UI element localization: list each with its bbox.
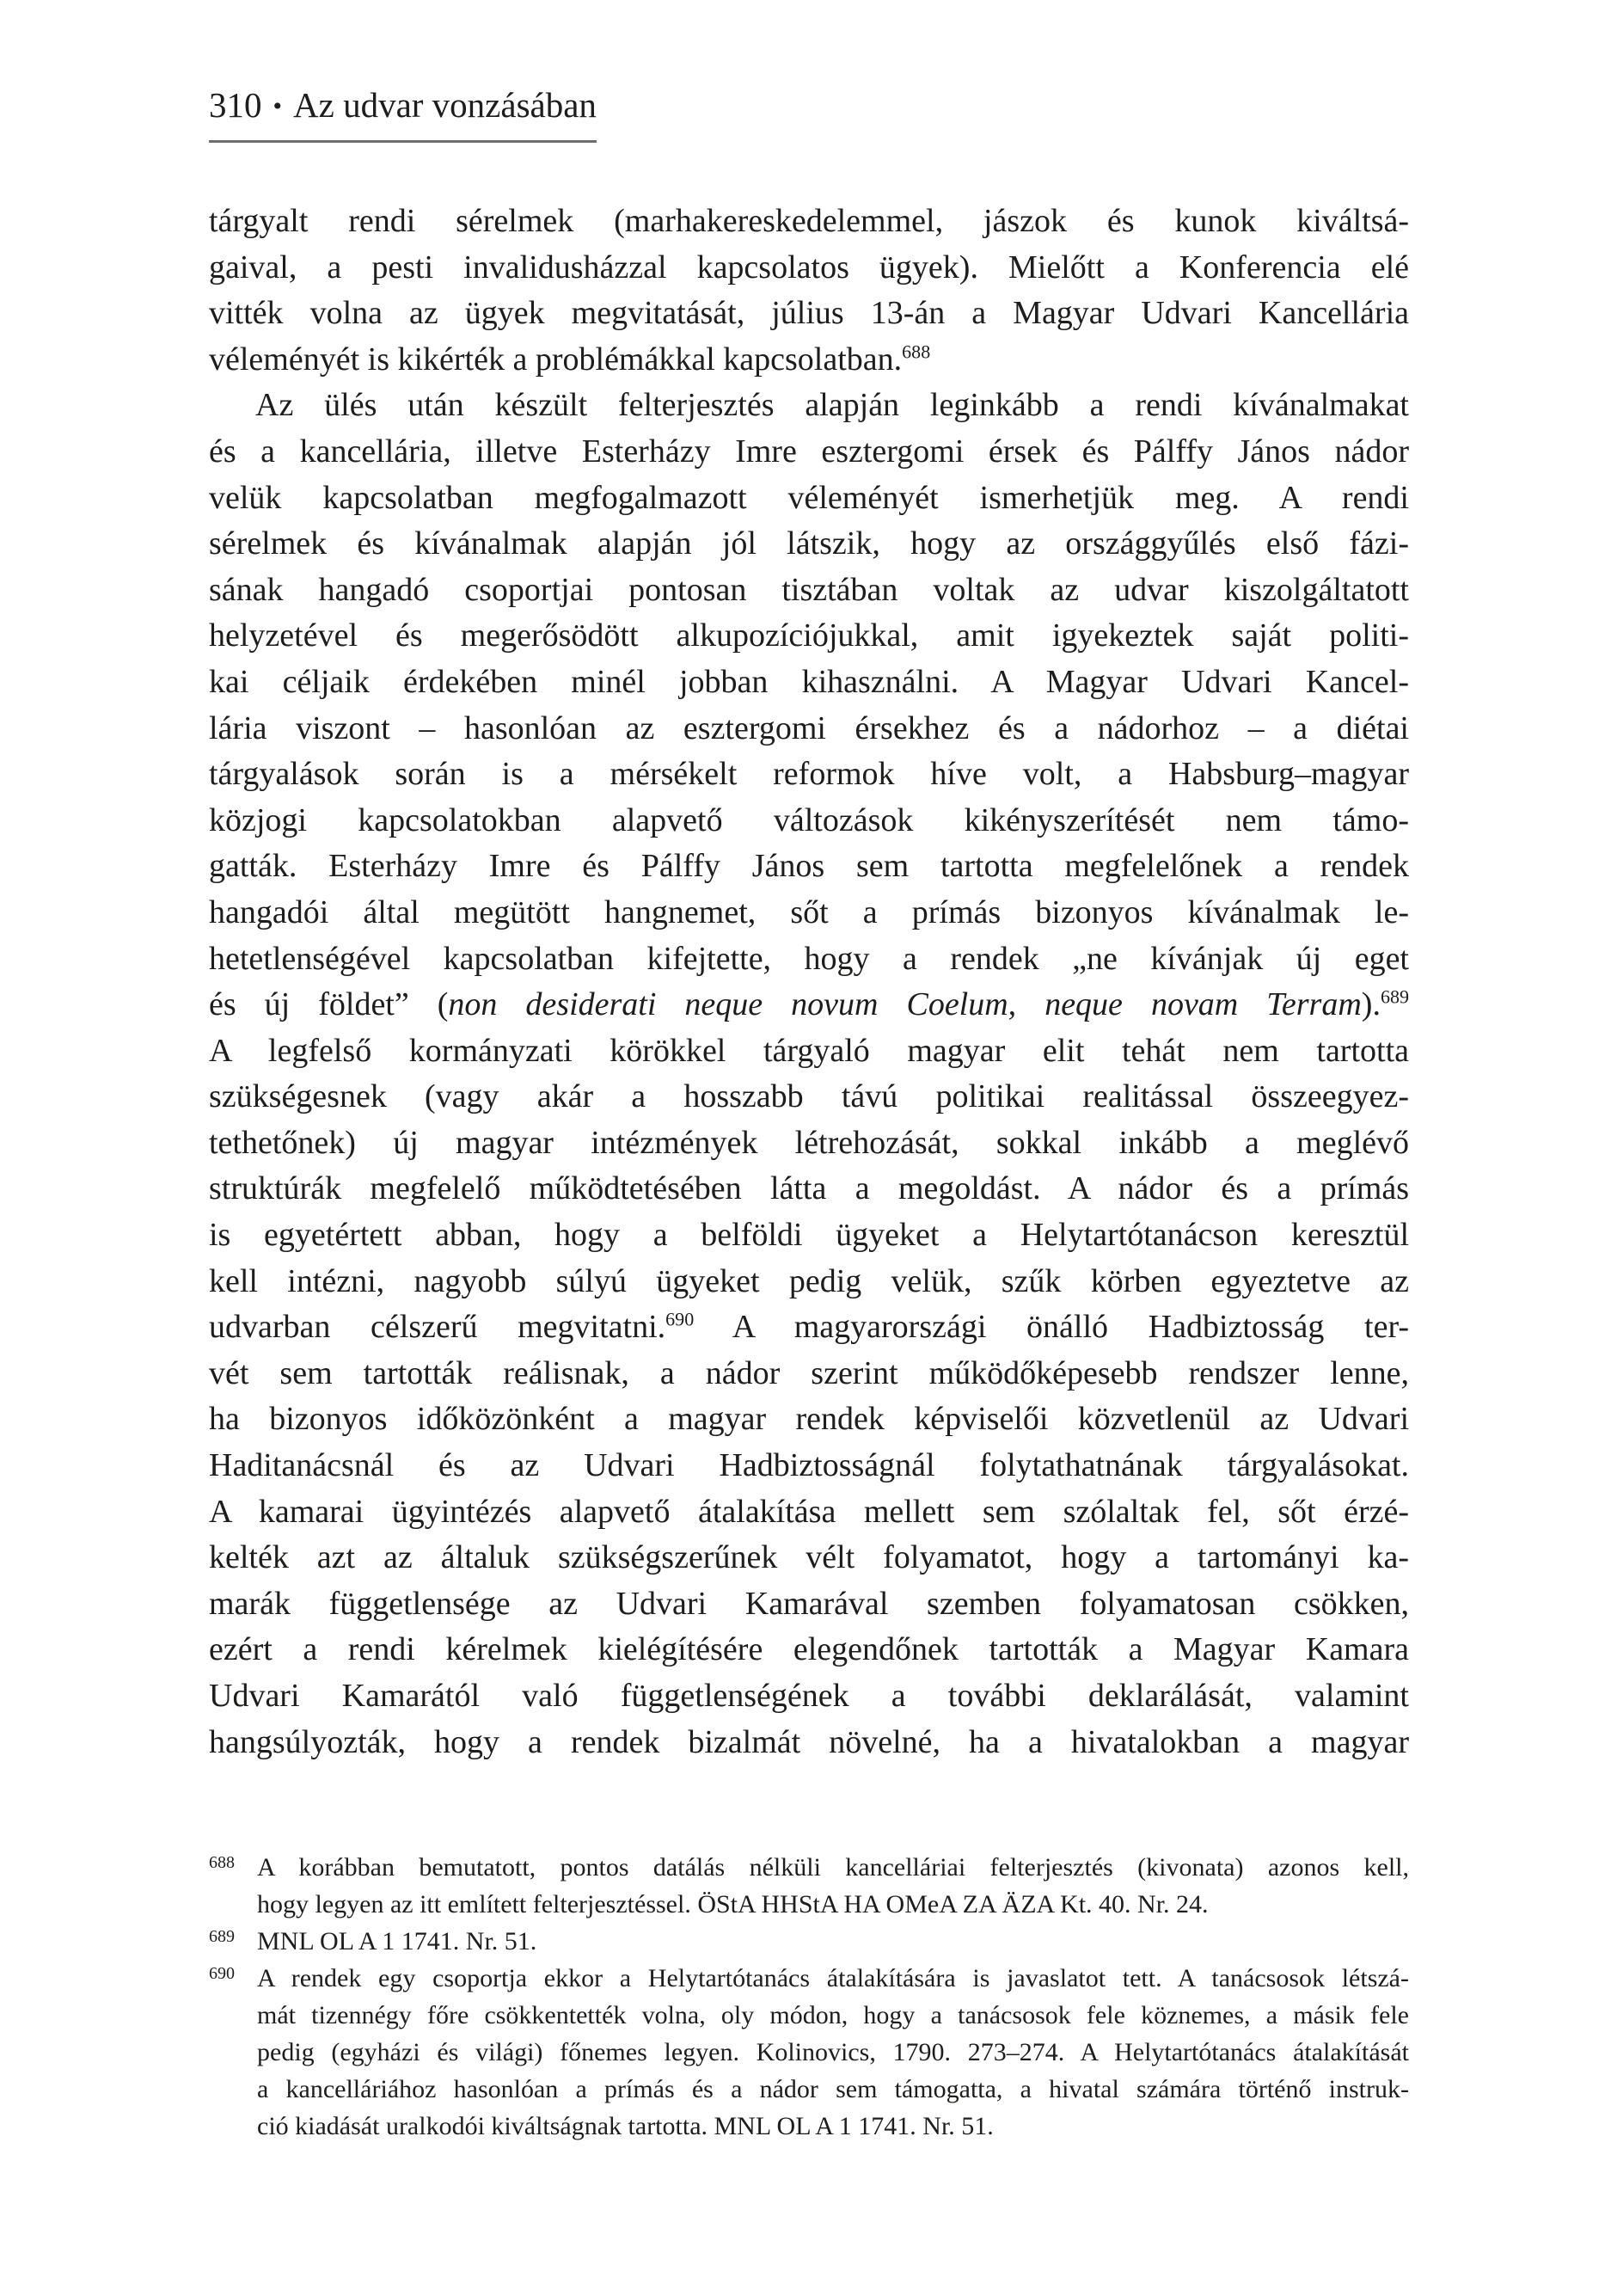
text-line bbox=[209, 429, 1409, 476]
text-line bbox=[209, 1351, 1409, 1397]
footnote-number: 690 bbox=[209, 1964, 235, 1983]
text-segment: és új földet” ( bbox=[209, 986, 449, 1023]
text-segment: közjogi kapcsolatokban alapvető változások kikényszerítését nem támo- bbox=[209, 801, 1409, 838]
text-segment: A magyarországi önálló Hadbiztosság ter- bbox=[694, 1309, 1409, 1346]
text-line bbox=[209, 1720, 1409, 1766]
chapter-title: Az udvar vonzásában bbox=[293, 85, 597, 125]
text-segment: ha bizonyos időközönként a magyar rendek képviselői közvetlenül az Udvari bbox=[209, 1401, 1409, 1438]
text-segment: helyzetével és megerősödött alkupozíciójukkal, amit igyekeztek saját politi- bbox=[209, 617, 1409, 654]
text-line bbox=[209, 798, 1409, 844]
text-line bbox=[209, 199, 1409, 245]
text-line bbox=[209, 982, 1409, 1028]
text-segment: velük kapcsolatban megfogalmazott véleményét ismerhetjük meg. A rendi bbox=[209, 479, 1409, 516]
text-segment: kai céljaik érdekében minél jobban kihasználni. A Magyar Udvari Kancel- bbox=[209, 663, 1409, 700]
text-line bbox=[209, 291, 1409, 337]
text-line bbox=[209, 844, 1409, 890]
text-segment: és a kancellária, illetve Esterházy Imre esztergomi érsek és Pálffy János nádor bbox=[209, 433, 1409, 470]
text-line bbox=[209, 660, 1409, 706]
text-line bbox=[209, 890, 1409, 936]
text-line bbox=[209, 1489, 1409, 1536]
text-segment: véleményét is kikérték a problémákkal kapcsolatban. bbox=[209, 341, 903, 378]
running-header bbox=[209, 86, 597, 143]
separator-bullet-icon: • bbox=[273, 92, 283, 120]
text-line bbox=[209, 752, 1409, 798]
text-segment: hetetlenségével kapcsolatban kifejtette, hogy a rendek „ne kívánjak új eget bbox=[209, 940, 1409, 977]
text-line bbox=[209, 1259, 1409, 1305]
text-line bbox=[209, 383, 1409, 429]
page-number: 310 bbox=[209, 85, 262, 125]
text-line bbox=[209, 568, 1409, 614]
footnote-reference: 688 bbox=[902, 341, 931, 363]
text-segment: gaival, a pesti invalidusházzal kapcsolatos ügyek). Mielőtt a Konferencia elé bbox=[209, 249, 1409, 285]
footnote-line: hogy legyen az itt említett felterjesztéssel. ÖStA HHStA HA OMeA ZA ÄZA Kt. 40. Nr. 24. bbox=[257, 1890, 1209, 1918]
text-line bbox=[209, 613, 1409, 660]
text-line bbox=[209, 521, 1409, 568]
body-text bbox=[209, 199, 1409, 1765]
text-segment: tárgyalt rendi sérelmek (marhakereskedelemmel, jászok és kunok kiváltsá- bbox=[209, 203, 1409, 239]
text-segment: vét sem tartották reálisnak, a nádor szerint működőképesebb rendszer lenne, bbox=[209, 1354, 1409, 1391]
text-segment: gatták. Esterházy Imre és Pálffy János sem tartotta megfelelőnek a rendek bbox=[209, 848, 1409, 885]
footnote-line: MNL OL A 1 1741. Nr. 51. bbox=[257, 1927, 537, 1955]
text-segment: sának hangadó csoportjai pontosan tisztában voltak az udvar kiszolgáltatott bbox=[209, 571, 1409, 608]
text-line bbox=[209, 1166, 1409, 1212]
text-line bbox=[209, 1581, 1409, 1628]
footnote-line: ció kiadását uralkodói kiváltságnak tartotta. MNL OL A 1 1741. Nr. 51. bbox=[257, 2112, 994, 2140]
footnote-line: A korábban bemutatott, pontos datálás nélküli kancelláriai felterjesztés (kivonata) azonos kell, bbox=[257, 1853, 1409, 1882]
text-line bbox=[209, 1120, 1409, 1167]
text-segment: tethetőnek) új magyar intézmények létrehozását, sokkal inkább a meglévő bbox=[209, 1124, 1409, 1161]
footnote-line: pedig (egyházi és világi) főnemes legyen. Kolinovics, 1790. 273–274. A Helytartótanács átalakítását bbox=[257, 2038, 1409, 2066]
text-line bbox=[209, 337, 1409, 384]
text-line bbox=[209, 1535, 1409, 1581]
footnote bbox=[209, 1960, 1409, 2145]
footnote-line: a kancelláriához hasonlóan a prímás és a nádor sem támogatta, a hivatal számára történő instruk- bbox=[257, 2075, 1409, 2103]
text-line bbox=[209, 936, 1409, 983]
text-line bbox=[209, 476, 1409, 522]
text-segment: A legfelső kormányzati körökkel tárgyaló magyar elit tehát nem tartotta bbox=[209, 1032, 1409, 1069]
footnote bbox=[209, 1923, 1409, 1960]
text-line bbox=[209, 245, 1409, 292]
text-line bbox=[209, 1212, 1409, 1259]
text-segment: ezért a rendi kérelmek kielégítésére elegendőnek tartották a Magyar Kamara bbox=[209, 1631, 1409, 1668]
paragraph bbox=[209, 383, 1409, 1765]
text-segment: sérelmek és kívánalmak alapján jól látszik, hogy az országgyűlés első fázi- bbox=[209, 525, 1409, 562]
footnote-number: 688 bbox=[209, 1853, 235, 1872]
footnote-reference: 689 bbox=[1380, 985, 1409, 1008]
text-line bbox=[209, 1074, 1409, 1120]
paragraph bbox=[209, 199, 1409, 383]
footnote-number: 689 bbox=[209, 1927, 235, 1946]
text-segment: hangadói által megütött hangnemet, sőt a prímás bizonyos kívánalmak le- bbox=[209, 893, 1409, 930]
text-segment: vitték volna az ügyek megvitatását, július 13-án a Magyar Udvari Kancellária bbox=[209, 295, 1409, 332]
text-segment: hangsúlyozták, hogy a rendek bizalmát növelné, ha a hivatalokban a magyar bbox=[209, 1723, 1409, 1760]
text-segment: udvarban célszerű megvitatni. bbox=[209, 1309, 666, 1346]
running-header-text bbox=[209, 86, 597, 143]
text-segment: Haditanácsnál és az Udvari Hadbiztosságnál folytathatnának tárgyalásokat. bbox=[209, 1447, 1409, 1484]
footnote-reference: 690 bbox=[665, 1308, 695, 1330]
text-segment: lária viszont – hasonlóan az esztergomi érsekhez és a nádorhoz – a diétai bbox=[209, 709, 1409, 746]
footnotes bbox=[209, 1849, 1409, 2145]
text-segment: A kamarai ügyintézés alapvető átalakítása mellett sem szólaltak fel, sőt érzé- bbox=[209, 1493, 1409, 1530]
text-segment: marák függetlensége az Udvari Kamarával szemben folyamatosan csökken, bbox=[209, 1585, 1409, 1622]
text-line bbox=[209, 706, 1409, 752]
text-line bbox=[209, 1673, 1409, 1720]
text-segment: szükségesnek (vagy akár a hosszabb távú politikai realitással összeegyez- bbox=[209, 1078, 1409, 1115]
text-segment: kelték azt az általuk szükségszerűnek vélt folyamatot, hogy a tartományi ka- bbox=[209, 1539, 1409, 1576]
text-line bbox=[209, 1627, 1409, 1673]
text-segment: Udvari Kamarától való függetlenségének a további deklarálását, valamint bbox=[209, 1678, 1409, 1714]
text-line bbox=[209, 1305, 1409, 1351]
footnote-line: mát tizennégy főre csökkentették volna, oly módon, hogy a tanácsosok fele köznemes, a másik fele bbox=[257, 2001, 1409, 2029]
text-segment: kell intézni, nagyobb súlyú ügyeket pedig velük, szűk körben egyeztetve az bbox=[209, 1262, 1409, 1299]
text-segment: tárgyalások során is a mérsékelt reformok híve volt, a Habsburg–magyar bbox=[209, 756, 1409, 793]
text-segment: struktúrák megfelelő működtetésében látta a megoldást. A nádor és a prímás bbox=[209, 1170, 1409, 1207]
header-rule bbox=[209, 140, 597, 143]
text-segment: Az ülés után készült felterjesztés alapján leginkább a rendi kívánalmakat bbox=[255, 387, 1409, 424]
text-line bbox=[209, 1397, 1409, 1443]
footnote bbox=[209, 1849, 1409, 1923]
latin-quote: non desiderati neque novum Coelum, neque novam Terram bbox=[448, 986, 1362, 1023]
text-segment: ). bbox=[1361, 986, 1381, 1023]
text-line bbox=[209, 1028, 1409, 1075]
footnote-line: A rendek egy csoportja ekkor a Helytartótanács átalakítására is javaslatot tett. A tanácsosok létszá- bbox=[257, 1964, 1409, 1992]
text-line bbox=[209, 1443, 1409, 1489]
text-segment: is egyetértett abban, hogy a belföldi ügyeket a Helytartótanácson keresztül bbox=[209, 1217, 1409, 1254]
